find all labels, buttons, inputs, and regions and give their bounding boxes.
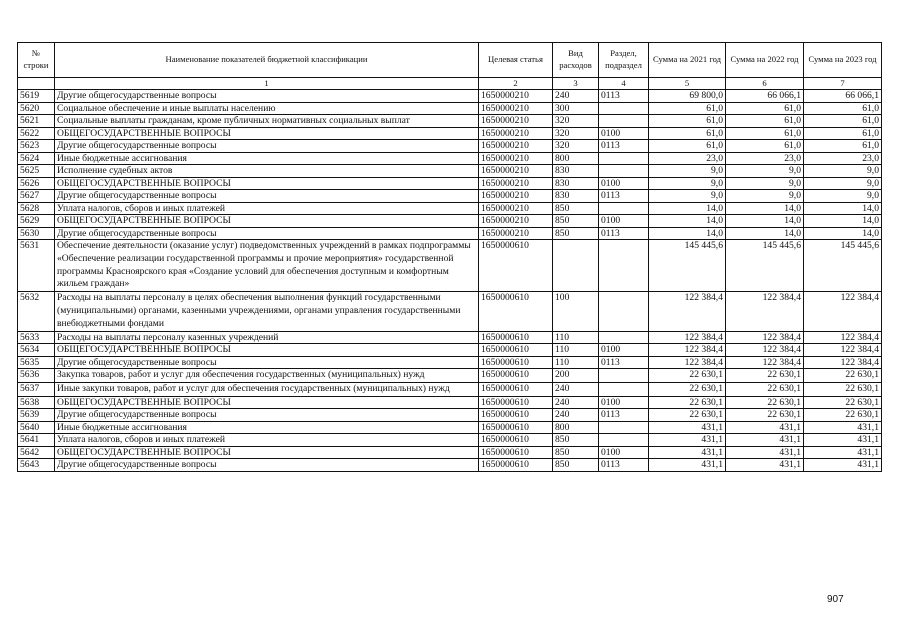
table-row bbox=[18, 90, 882, 103]
table-row bbox=[18, 331, 882, 344]
target-article: 1650000210 bbox=[479, 165, 553, 178]
table-row bbox=[18, 396, 882, 409]
header-expense-type: Вид расходов bbox=[553, 43, 599, 78]
table-row bbox=[18, 344, 882, 357]
sum-2021: 122 384,4 bbox=[649, 356, 726, 369]
target-article: 1650000210 bbox=[479, 90, 553, 103]
indicator-name: ОБЩЕГОСУДАРСТВЕННЫЕ ВОПРОСЫ bbox=[55, 446, 479, 459]
column-number: 4 bbox=[599, 78, 649, 90]
sum-2022: 122 384,4 bbox=[726, 356, 804, 369]
section-code: 0100 bbox=[599, 127, 649, 140]
sum-2022: 145 445,6 bbox=[726, 240, 804, 292]
target-article: 1650000210 bbox=[479, 102, 553, 115]
sum-2023: 61,0 bbox=[804, 115, 882, 128]
sum-2022: 23,0 bbox=[726, 152, 804, 165]
table-row bbox=[18, 382, 882, 396]
row-number: 5621 bbox=[18, 115, 55, 128]
header-row-number: № строки bbox=[18, 43, 55, 78]
sum-2022: 61,0 bbox=[726, 127, 804, 140]
section-code bbox=[599, 331, 649, 344]
sum-2022: 61,0 bbox=[726, 102, 804, 115]
header-indicator-name: Наименование показателей бюджетной классификации bbox=[55, 43, 479, 78]
target-article: 1650000210 bbox=[479, 115, 553, 128]
sum-2022: 66 066,1 bbox=[726, 90, 804, 103]
indicator-name: ОБЩЕГОСУДАРСТВЕННЫЕ ВОПРОСЫ bbox=[55, 177, 479, 190]
target-article: 1650000210 bbox=[479, 227, 553, 240]
sum-2022: 61,0 bbox=[726, 115, 804, 128]
expense-type: 830 bbox=[553, 190, 599, 203]
section-code: 0113 bbox=[599, 140, 649, 153]
sum-2023: 431,1 bbox=[804, 459, 882, 472]
table-row bbox=[18, 446, 882, 459]
sum-2021: 61,0 bbox=[649, 140, 726, 153]
expense-type: 850 bbox=[553, 215, 599, 228]
sum-2023: 14,0 bbox=[804, 215, 882, 228]
table-row bbox=[18, 434, 882, 447]
sum-2022: 431,1 bbox=[726, 446, 804, 459]
target-article: 1650000210 bbox=[479, 140, 553, 153]
table-row bbox=[18, 227, 882, 240]
sum-2022: 14,0 bbox=[726, 215, 804, 228]
section-code bbox=[599, 115, 649, 128]
header-sum-2023: Сумма на 2023 год bbox=[804, 43, 882, 78]
target-article: 1650000610 bbox=[479, 369, 553, 383]
sum-2022: 14,0 bbox=[726, 227, 804, 240]
sum-2023: 61,0 bbox=[804, 140, 882, 153]
indicator-name: Другие общегосударственные вопросы bbox=[55, 356, 479, 369]
table-row bbox=[18, 102, 882, 115]
sum-2023: 431,1 bbox=[804, 421, 882, 434]
row-number: 5633 bbox=[18, 331, 55, 344]
header-sum-2022: Сумма на 2022 год bbox=[726, 43, 804, 78]
target-article: 1650000610 bbox=[479, 434, 553, 447]
sum-2021: 122 384,4 bbox=[649, 344, 726, 357]
sum-2021: 61,0 bbox=[649, 102, 726, 115]
sum-2023: 14,0 bbox=[804, 227, 882, 240]
sum-2021: 145 445,6 bbox=[649, 240, 726, 292]
header-sum-2021: Сумма на 2021 год bbox=[649, 43, 726, 78]
target-article: 1650000610 bbox=[479, 292, 553, 331]
expense-type: 240 bbox=[553, 396, 599, 409]
sum-2022: 9,0 bbox=[726, 165, 804, 178]
expense-type: 850 bbox=[553, 434, 599, 447]
sum-2021: 61,0 bbox=[649, 115, 726, 128]
column-number: 3 bbox=[553, 78, 599, 90]
sum-2023: 22 630,1 bbox=[804, 409, 882, 422]
section-code: 0113 bbox=[599, 409, 649, 422]
row-number: 5623 bbox=[18, 140, 55, 153]
row-number: 5628 bbox=[18, 202, 55, 215]
section-code bbox=[599, 102, 649, 115]
sum-2023: 9,0 bbox=[804, 177, 882, 190]
column-number: 5 bbox=[649, 78, 726, 90]
expense-type: 830 bbox=[553, 165, 599, 178]
sum-2022: 9,0 bbox=[726, 177, 804, 190]
sum-2022: 431,1 bbox=[726, 434, 804, 447]
row-number: 5636 bbox=[18, 369, 55, 383]
table-row bbox=[18, 202, 882, 215]
sum-2021: 9,0 bbox=[649, 165, 726, 178]
column-number: 2 bbox=[479, 78, 553, 90]
target-article: 1650000610 bbox=[479, 409, 553, 422]
indicator-name: Расходы на выплаты персоналу в целях обеспечения выполнения функций государственными (муниципальными) органами, казенными учреждениями, органами управления государственными внебюджетными фондами bbox=[55, 292, 479, 331]
sum-2021: 9,0 bbox=[649, 177, 726, 190]
section-code: 0113 bbox=[599, 227, 649, 240]
target-article: 1650000610 bbox=[479, 446, 553, 459]
indicator-name: Иные бюджетные ассигнования bbox=[55, 152, 479, 165]
indicator-name: Иные бюджетные ассигнования bbox=[55, 421, 479, 434]
sum-2023: 431,1 bbox=[804, 434, 882, 447]
indicator-name: Уплата налогов, сборов и иных платежей bbox=[55, 202, 479, 215]
sum-2021: 122 384,4 bbox=[649, 331, 726, 344]
target-article: 1650000610 bbox=[479, 356, 553, 369]
table-row bbox=[18, 409, 882, 422]
sum-2021: 22 630,1 bbox=[649, 409, 726, 422]
target-article: 1650000210 bbox=[479, 202, 553, 215]
sum-2021: 431,1 bbox=[649, 446, 726, 459]
table-row bbox=[18, 459, 882, 472]
expense-type: 320 bbox=[553, 115, 599, 128]
sum-2021: 22 630,1 bbox=[649, 382, 726, 396]
table-row bbox=[18, 165, 882, 178]
sum-2022: 122 384,4 bbox=[726, 344, 804, 357]
expense-type: 100 bbox=[553, 292, 599, 331]
row-number: 5626 bbox=[18, 177, 55, 190]
sum-2021: 14,0 bbox=[649, 202, 726, 215]
sum-2022: 122 384,4 bbox=[726, 331, 804, 344]
indicator-name: Расходы на выплаты персоналу казенных учреждений bbox=[55, 331, 479, 344]
table-row bbox=[18, 215, 882, 228]
table-row bbox=[18, 292, 882, 331]
sum-2021: 61,0 bbox=[649, 127, 726, 140]
expense-type: 800 bbox=[553, 421, 599, 434]
sum-2023: 122 384,4 bbox=[804, 331, 882, 344]
sum-2022: 122 384,4 bbox=[726, 292, 804, 331]
sum-2023: 66 066,1 bbox=[804, 90, 882, 103]
indicator-name: Другие общегосударственные вопросы bbox=[55, 90, 479, 103]
table-row bbox=[18, 115, 882, 128]
sum-2023: 145 445,6 bbox=[804, 240, 882, 292]
row-number: 5634 bbox=[18, 344, 55, 357]
expense-type: 830 bbox=[553, 177, 599, 190]
page-number: 907 bbox=[827, 594, 844, 605]
expense-type: 320 bbox=[553, 140, 599, 153]
section-code bbox=[599, 202, 649, 215]
indicator-name: Уплата налогов, сборов и иных платежей bbox=[55, 434, 479, 447]
expense-type: 110 bbox=[553, 331, 599, 344]
indicator-name: Другие общегосударственные вопросы bbox=[55, 190, 479, 203]
indicator-name: ОБЩЕГОСУДАРСТВЕННЫЕ ВОПРОСЫ bbox=[55, 215, 479, 228]
row-number: 5635 bbox=[18, 356, 55, 369]
target-article: 1650000610 bbox=[479, 421, 553, 434]
sum-2021: 9,0 bbox=[649, 190, 726, 203]
row-number: 5642 bbox=[18, 446, 55, 459]
indicator-name: Иные закупки товаров, работ и услуг для обеспечения государственных (муниципальных) нужд bbox=[55, 382, 479, 396]
sum-2023: 23,0 bbox=[804, 152, 882, 165]
section-code: 0100 bbox=[599, 177, 649, 190]
sum-2021: 431,1 bbox=[649, 434, 726, 447]
section-code bbox=[599, 369, 649, 383]
sum-2022: 9,0 bbox=[726, 190, 804, 203]
indicator-name: Другие общегосударственные вопросы bbox=[55, 227, 479, 240]
section-code bbox=[599, 382, 649, 396]
header-section: Раздел, подраздел bbox=[599, 43, 649, 78]
sum-2023: 9,0 bbox=[804, 190, 882, 203]
sum-2021: 22 630,1 bbox=[649, 396, 726, 409]
section-code: 0100 bbox=[599, 344, 649, 357]
target-article: 1650000610 bbox=[479, 382, 553, 396]
sum-2023: 61,0 bbox=[804, 102, 882, 115]
target-article: 1650000610 bbox=[479, 240, 553, 292]
row-number: 5632 bbox=[18, 292, 55, 331]
indicator-name: Социальное обеспечение и иные выплаты населению bbox=[55, 102, 479, 115]
sum-2023: 122 384,4 bbox=[804, 344, 882, 357]
sum-2021: 22 630,1 bbox=[649, 369, 726, 383]
target-article: 1650000610 bbox=[479, 459, 553, 472]
expense-type: 850 bbox=[553, 227, 599, 240]
indicator-name: Обеспечение деятельности (оказание услуг) подведомственных учреждений в рамках подпрограммы «Обеспечение реализации государственной программы и прочие мероприятия» государственной программы Красноярского края «Создание условий для обеспечения доступным и комфортным жильем граждан» bbox=[55, 240, 479, 292]
target-article: 1650000610 bbox=[479, 396, 553, 409]
table-row bbox=[18, 140, 882, 153]
section-code: 0113 bbox=[599, 190, 649, 203]
row-number: 5625 bbox=[18, 165, 55, 178]
sum-2023: 22 630,1 bbox=[804, 396, 882, 409]
sum-2022: 22 630,1 bbox=[726, 369, 804, 383]
sum-2021: 23,0 bbox=[649, 152, 726, 165]
row-number: 5619 bbox=[18, 90, 55, 103]
section-code: 0100 bbox=[599, 446, 649, 459]
table-row bbox=[18, 177, 882, 190]
row-number: 5637 bbox=[18, 382, 55, 396]
section-code: 0100 bbox=[599, 215, 649, 228]
target-article: 1650000210 bbox=[479, 215, 553, 228]
expense-type: 850 bbox=[553, 446, 599, 459]
sum-2021: 431,1 bbox=[649, 459, 726, 472]
section-code bbox=[599, 421, 649, 434]
target-article: 1650000210 bbox=[479, 190, 553, 203]
section-code: 0113 bbox=[599, 459, 649, 472]
table-row bbox=[18, 152, 882, 165]
expense-type bbox=[553, 240, 599, 292]
table-row bbox=[18, 369, 882, 383]
section-code bbox=[599, 240, 649, 292]
target-article: 1650000210 bbox=[479, 127, 553, 140]
expense-type: 240 bbox=[553, 409, 599, 422]
sum-2021: 431,1 bbox=[649, 421, 726, 434]
row-number: 5640 bbox=[18, 421, 55, 434]
sum-2022: 22 630,1 bbox=[726, 396, 804, 409]
section-code: 0100 bbox=[599, 396, 649, 409]
section-code bbox=[599, 165, 649, 178]
row-number: 5620 bbox=[18, 102, 55, 115]
section-code: 0113 bbox=[599, 90, 649, 103]
table-body bbox=[18, 90, 882, 472]
indicator-name: Другие общегосударственные вопросы bbox=[55, 140, 479, 153]
row-number: 5641 bbox=[18, 434, 55, 447]
row-number: 5624 bbox=[18, 152, 55, 165]
sum-2023: 122 384,4 bbox=[804, 292, 882, 331]
indicator-name: ОБЩЕГОСУДАРСТВЕННЫЕ ВОПРОСЫ bbox=[55, 127, 479, 140]
table-row bbox=[18, 240, 882, 292]
sum-2023: 122 384,4 bbox=[804, 356, 882, 369]
section-code bbox=[599, 434, 649, 447]
section-code bbox=[599, 152, 649, 165]
sum-2023: 14,0 bbox=[804, 202, 882, 215]
target-article: 1650000610 bbox=[479, 344, 553, 357]
row-number: 5638 bbox=[18, 396, 55, 409]
row-number: 5639 bbox=[18, 409, 55, 422]
section-code bbox=[599, 292, 649, 331]
header-row bbox=[18, 43, 882, 78]
row-number: 5631 bbox=[18, 240, 55, 292]
sum-2023: 431,1 bbox=[804, 446, 882, 459]
expense-type: 240 bbox=[553, 90, 599, 103]
row-number: 5630 bbox=[18, 227, 55, 240]
table-row bbox=[18, 127, 882, 140]
expense-type: 110 bbox=[553, 356, 599, 369]
target-article: 1650000210 bbox=[479, 177, 553, 190]
column-number: 7 bbox=[804, 78, 882, 90]
sum-2021: 69 800,0 bbox=[649, 90, 726, 103]
sum-2022: 14,0 bbox=[726, 202, 804, 215]
sum-2022: 61,0 bbox=[726, 140, 804, 153]
sum-2022: 22 630,1 bbox=[726, 409, 804, 422]
sum-2021: 14,0 bbox=[649, 227, 726, 240]
column-number: 1 bbox=[55, 78, 479, 90]
row-number: 5643 bbox=[18, 459, 55, 472]
table-row bbox=[18, 190, 882, 203]
expense-type: 850 bbox=[553, 459, 599, 472]
expense-type: 800 bbox=[553, 152, 599, 165]
indicator-name: Другие общегосударственные вопросы bbox=[55, 459, 479, 472]
column-number: 6 bbox=[726, 78, 804, 90]
sum-2022: 22 630,1 bbox=[726, 382, 804, 396]
row-number: 5629 bbox=[18, 215, 55, 228]
sum-2021: 122 384,4 bbox=[649, 292, 726, 331]
sum-2023: 22 630,1 bbox=[804, 369, 882, 383]
expense-type: 110 bbox=[553, 344, 599, 357]
sum-2023: 61,0 bbox=[804, 127, 882, 140]
sum-2022: 431,1 bbox=[726, 459, 804, 472]
indicator-name: ОБЩЕГОСУДАРСТВЕННЫЕ ВОПРОСЫ bbox=[55, 344, 479, 357]
table-row bbox=[18, 356, 882, 369]
row-number: 5627 bbox=[18, 190, 55, 203]
row-number: 5622 bbox=[18, 127, 55, 140]
indicator-name: Социальные выплаты гражданам, кроме публичных нормативных социальных выплат bbox=[55, 115, 479, 128]
budget-table bbox=[17, 42, 882, 472]
expense-type: 300 bbox=[553, 102, 599, 115]
target-article: 1650000610 bbox=[479, 331, 553, 344]
sum-2022: 431,1 bbox=[726, 421, 804, 434]
indicator-name: ОБЩЕГОСУДАРСТВЕННЫЕ ВОПРОСЫ bbox=[55, 396, 479, 409]
column-numbers-row bbox=[18, 78, 882, 90]
expense-type: 200 bbox=[553, 369, 599, 383]
expense-type: 850 bbox=[553, 202, 599, 215]
indicator-name: Другие общегосударственные вопросы bbox=[55, 409, 479, 422]
column-number bbox=[18, 78, 55, 90]
indicator-name: Закупка товаров, работ и услуг для обеспечения государственных (муниципальных) нужд bbox=[55, 369, 479, 383]
sum-2021: 14,0 bbox=[649, 215, 726, 228]
expense-type: 320 bbox=[553, 127, 599, 140]
indicator-name: Исполнение судебных актов bbox=[55, 165, 479, 178]
sum-2023: 22 630,1 bbox=[804, 382, 882, 396]
table-row bbox=[18, 421, 882, 434]
header-target-article: Целевая статья bbox=[479, 43, 553, 78]
target-article: 1650000210 bbox=[479, 152, 553, 165]
section-code: 0113 bbox=[599, 356, 649, 369]
sum-2023: 9,0 bbox=[804, 165, 882, 178]
expense-type: 240 bbox=[553, 382, 599, 396]
